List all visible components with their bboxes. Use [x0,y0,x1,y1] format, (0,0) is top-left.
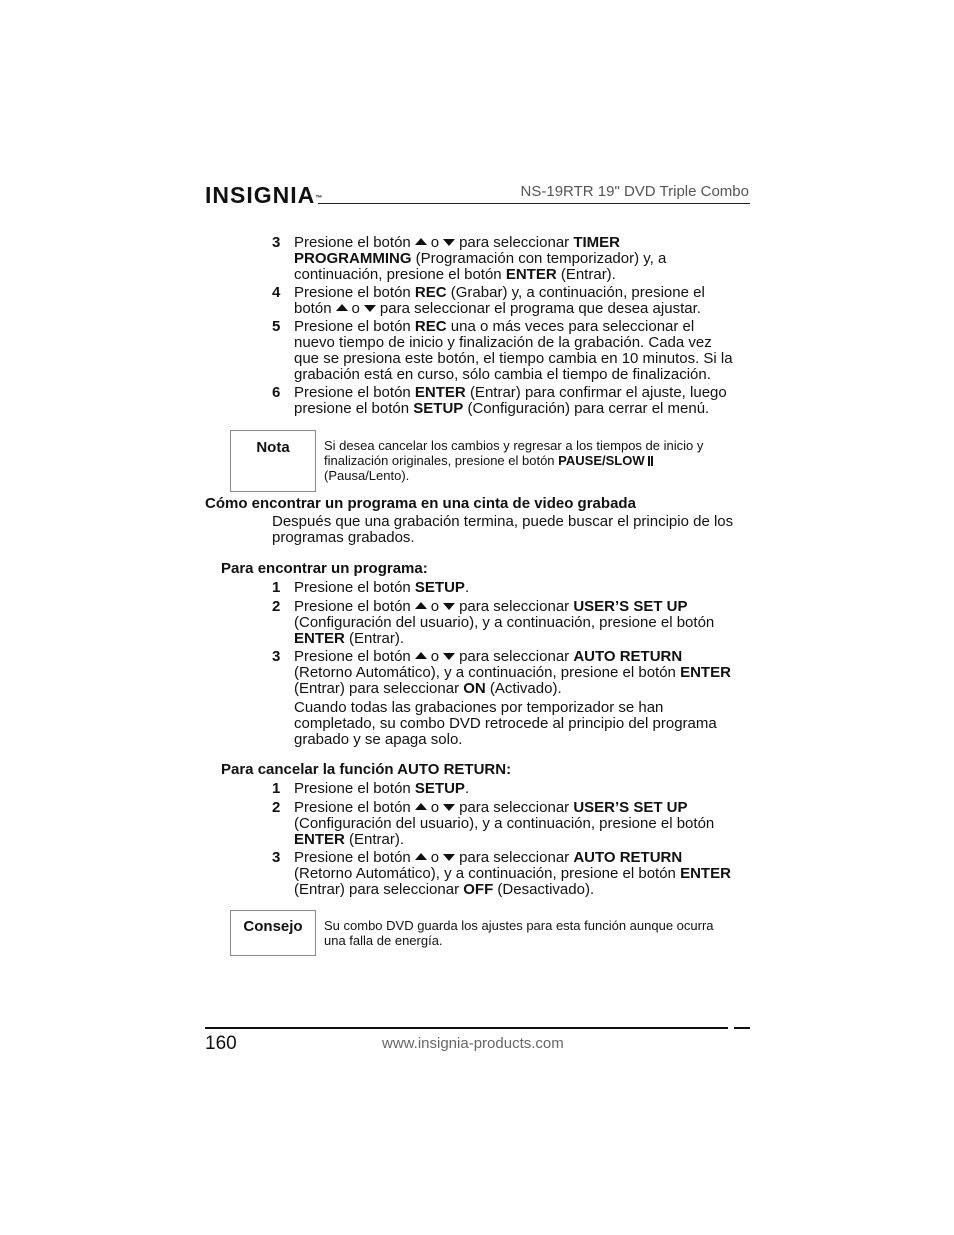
text: (Activado). [489,680,562,697]
text: o [430,648,440,665]
footer-rule [205,1027,750,1029]
down-arrow-icon [443,854,455,861]
footer-rule-gap [728,1027,734,1029]
step-text [294,850,752,898]
text: finalización originales, presione el botón [324,453,555,468]
text: (Entrar) para confirmar el ajuste, luego [469,384,727,401]
up-arrow-icon [415,238,427,245]
down-arrow-icon [443,653,455,660]
text: para seleccionar [459,648,570,665]
step-text [294,800,752,848]
step-number: 6 [272,384,281,401]
text: o [430,598,440,615]
tip-label: Consejo [243,918,303,935]
step-text [294,599,752,647]
enter-label: ENTER [294,831,345,848]
brand-logo [205,181,322,209]
find-step-1 [272,580,752,596]
text: grabación está en curso, sólo cambia el tiempo de finalización. [294,366,711,383]
text: que se presiona este botón, el tiempo cambia en 10 minutos. Si la [294,350,733,367]
up-arrow-icon [336,304,348,311]
text: Presione el botón [294,579,411,596]
text: Cuando todas las grabaciones por temporizador se han [294,699,664,716]
text: (Pausa/Lento). [324,468,410,483]
text: Presione el botón [294,648,411,665]
step-text [294,319,752,383]
text: grabado y se apaga solo. [294,731,463,748]
setup-label: SETUP [414,579,465,596]
text: (Entrar) para seleccionar [294,680,460,697]
timer-label: TIMER [573,234,620,251]
text: presione el botón [294,400,410,417]
step-text [294,285,752,317]
text: Presione el botón [294,849,411,866]
step-3-timer-programming [272,235,752,283]
footer-url: www.insignia-products.com [382,1035,564,1052]
cancel-step-1 [272,781,752,797]
text: (Retorno Automático), y a continuación, presione el botón [294,664,676,681]
text: (Grabar) y, a continuación, presione el [450,284,705,301]
off-label: OFF [463,881,494,898]
step-text [294,235,752,283]
section-intro [272,514,752,546]
up-arrow-icon [415,602,427,609]
cancel-step-2 [272,800,752,848]
text: Presione el botón [294,799,411,816]
text: (Configuración del usuario), y a continuación, presione el botón [294,815,715,832]
step-text [294,580,752,596]
step-4-rec [272,285,752,317]
step-5-rec-times [272,319,752,383]
step-text [294,781,752,797]
down-arrow-icon [364,305,376,312]
enter-label: ENTER [680,865,731,882]
text: botón [294,300,332,317]
page-number: 160 [205,1033,237,1054]
text: Presione el botón [294,284,411,301]
logo-text: INSIGNIA [205,182,316,208]
text: Presione el botón [294,234,411,251]
text: Presione el botón [294,318,411,335]
text: o [430,234,440,251]
enter-label: ENTER [294,630,345,647]
step-6-confirm [272,385,752,417]
text: . [464,579,470,596]
text: para seleccionar el programa que desea ajustar. [379,300,701,317]
step-text [294,385,752,417]
pause-icon [648,456,653,466]
text: una o más veces para seleccionar el [450,318,695,335]
down-arrow-icon [443,603,455,610]
step-number: 1 [272,579,281,596]
users-setup-label: USER’S SET UP [573,799,688,816]
setup-label: SETUP [413,400,464,417]
text: continuación, presione el botón [294,266,502,283]
up-arrow-icon [415,803,427,810]
setup-label: SETUP [414,780,465,797]
programming-label: PROGRAMMING [294,250,412,267]
document-title: NS-19RTR 19" DVD Triple Combo [520,183,749,200]
text: para seleccionar [459,849,570,866]
tip-label-box [230,910,316,956]
text: programas grabados. [272,529,415,546]
step-number: 2 [272,799,281,816]
text: (Entrar). [560,266,616,283]
rec-label: REC [414,284,447,301]
text: Su combo DVD guarda los ajustes para esta función aunque ocurra [324,918,714,933]
step-number: 2 [272,598,281,615]
step-number: 1 [272,780,281,797]
text: (Configuración) para cerrar el menú. [467,400,710,417]
find-step-3 [272,649,752,697]
text: o [430,849,440,866]
text: (Entrar) para seleccionar [294,881,460,898]
text: o [430,799,440,816]
note-label: Nota [256,439,290,456]
text: Después que una grabación termina, puede buscar el principio de los [272,513,734,530]
auto-return-label: AUTO RETURN [573,648,683,665]
step-text [294,649,752,697]
text: . [464,780,470,797]
text: una falla de energía. [324,933,443,948]
cancel-step-3 [272,850,752,898]
text: Presione el botón [294,384,411,401]
step-number: 3 [272,648,281,665]
find-program-heading: Para encontrar un programa: [221,560,428,577]
find-paragraph [294,700,754,748]
pause-slow-label: PAUSE/SLOW [558,453,645,468]
step-number: 5 [272,318,281,335]
text: para seleccionar [459,799,570,816]
rec-label: REC [414,318,447,335]
enter-label: ENTER [680,664,731,681]
text: Si desea cancelar los cambios y regresar a los tiempos de inicio y [324,438,704,453]
note-text [324,438,744,483]
note-label-box [230,430,316,492]
tip-text [324,918,744,948]
text: (Desactivado). [497,881,595,898]
logo-trademark: ™ [315,195,323,202]
auto-return-label: AUTO RETURN [573,849,683,866]
header-rule [318,203,750,204]
section-heading: Cómo encontrar un programa en una cinta de video grabada [205,495,636,512]
enter-label: ENTER [414,384,466,401]
text: completado, su combo DVD retrocede al principio del programa [294,715,717,732]
text: (Entrar). [349,630,405,647]
enter-label: ENTER [505,266,557,283]
step-number: 4 [272,284,281,301]
step-number: 3 [272,234,281,251]
text: nuevo tiempo de inicio y finalización de la grabación. Cada vez [294,334,712,351]
text: (Entrar). [349,831,405,848]
text: o [351,300,360,317]
down-arrow-icon [443,804,455,811]
up-arrow-icon [415,652,427,659]
text: para seleccionar [459,234,570,251]
up-arrow-icon [415,853,427,860]
step-number: 3 [272,849,281,866]
users-setup-label: USER’S SET UP [573,598,688,615]
text: Presione el botón [294,780,411,797]
text: para seleccionar [459,598,570,615]
on-label: ON [463,680,486,697]
cancel-auto-return-heading: Para cancelar la función AUTO RETURN: [221,761,512,778]
text: Presione el botón [294,598,411,615]
find-step-2 [272,599,752,647]
text: (Programación con temporizador) y, a [415,250,667,267]
text: (Retorno Automático), y a continuación, presione el botón [294,865,676,882]
text: (Configuración del usuario), y a continuación, presione el botón [294,614,715,631]
down-arrow-icon [443,239,455,246]
